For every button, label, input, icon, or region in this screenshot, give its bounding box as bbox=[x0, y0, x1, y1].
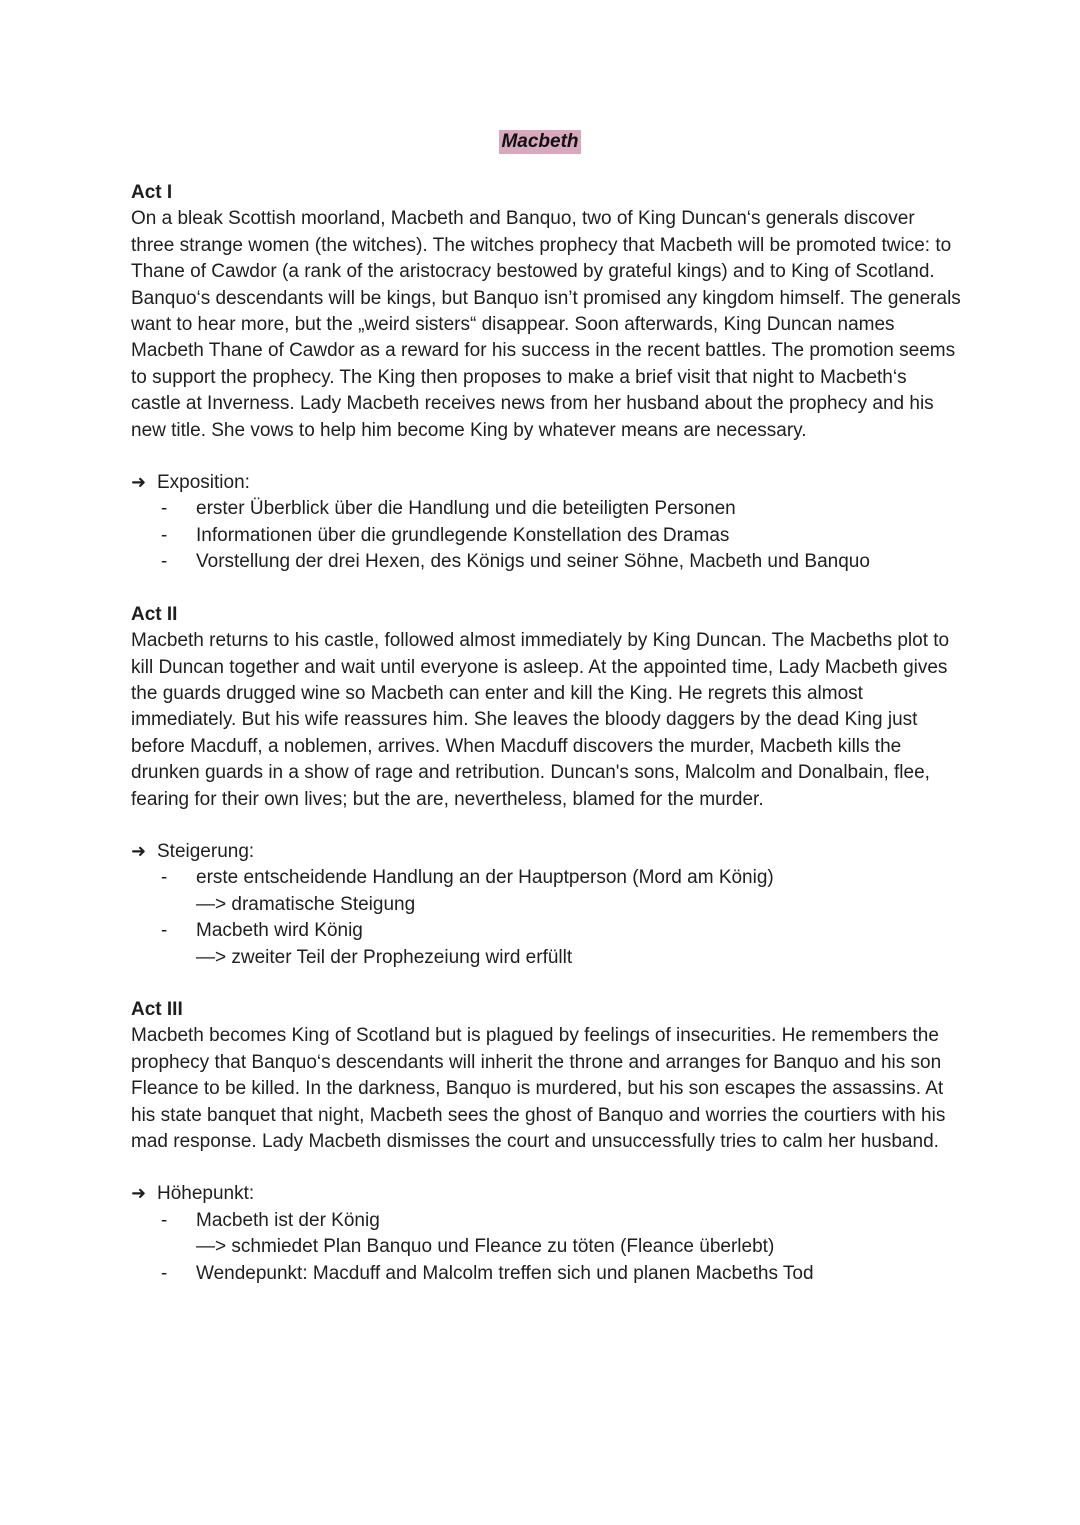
stage-points bbox=[131, 865, 961, 971]
act-heading: Act III bbox=[131, 998, 183, 1020]
dash-bullet: - bbox=[161, 1262, 168, 1284]
arrow-right-icon: ➜ bbox=[131, 1183, 147, 1205]
stage-points bbox=[131, 496, 961, 575]
point-text: Vorstellung der drei Hexen, des Königs und seiner Söhne, Macbeth und Banquo bbox=[196, 551, 870, 573]
stage-label-line bbox=[131, 839, 961, 865]
stage-label: Steigerung: bbox=[157, 840, 255, 862]
act-heading: Act I bbox=[131, 182, 173, 203]
list-item bbox=[131, 523, 961, 549]
dash-bullet: - bbox=[161, 867, 168, 889]
dash-bullet: - bbox=[161, 498, 168, 520]
stage-points bbox=[131, 1208, 961, 1287]
point-subtext: —> zweiter Teil der Prophezeiung wird erfüllt bbox=[196, 946, 573, 968]
stage-label-line bbox=[131, 1181, 961, 1207]
point-text: erster Überblick über die Handlung und die beteiligten Personen bbox=[196, 498, 736, 520]
dash-bullet: - bbox=[161, 920, 168, 942]
list-item bbox=[131, 918, 961, 971]
dash-bullet: - bbox=[161, 524, 168, 546]
point-text: Wendepunkt: Macduff and Malcolm treffen sich und planen Macbeths Tod bbox=[196, 1262, 814, 1284]
page-title: Macbeth bbox=[501, 131, 579, 152]
document-body bbox=[131, 180, 961, 1287]
act-summary: Macbeth becomes King of Scotland but is plagued by feelings of insecurities. He remembers the prophecy that Banquo‘s descendants will inherit the throne and arranges for Banquo and his son Fleance to be killed. In the darkness, Banquo is murdered, but his son escapes the assassins. At his state banquet that night, Macbeth sees the ghost of Banquo and worries the courtiers with his mad response. Lady Macbeth dismisses the court and unsuccessfully tries to calm her husband. bbox=[131, 1025, 946, 1152]
point-text: Macbeth wird König bbox=[196, 920, 363, 942]
dash-bullet: - bbox=[161, 1209, 168, 1231]
stage-label: Höhepunkt: bbox=[157, 1183, 255, 1205]
list-item bbox=[131, 1261, 961, 1287]
act-section-2 bbox=[131, 602, 961, 971]
list-item bbox=[131, 865, 961, 918]
point-subtext: —> dramatische Steigung bbox=[196, 893, 416, 915]
act-heading: Act II bbox=[131, 603, 178, 625]
point-text: Informationen über die grundlegende Konstellation des Dramas bbox=[196, 524, 730, 546]
point-text: Macbeth ist der König bbox=[196, 1209, 380, 1231]
list-item bbox=[131, 1208, 961, 1261]
act-section-1 bbox=[131, 180, 961, 576]
arrow-right-icon: ➜ bbox=[131, 472, 147, 494]
list-item bbox=[131, 496, 961, 522]
act-summary: On a bleak Scottish moorland, Macbeth and Banquo, two of King Duncan‘s generals discover three strange women (the witches). The witches prophecy that Macbeth will be promoted twice: to Thane of Cawdor (a rank of the aristocracy bestowed by grateful kings) and to King of Scotland. Banquo‘s descendants will be kings, but Banquo isn’t promised any kingdom himself. The generals want to hear more, but the „weird sisters“ disappear. Soon afterwards, King Duncan names Macbeth Thane of Cawdor as a reward for his success in the recent battles. The promotion seems to support the prophecy. The King then proposes to make a brief visit that night to Macbeth‘s castle at Inverness. Lady Macbeth receives news from her husband about the prophecy and his new title. She vows to help him become King by whatever means are necessary. bbox=[131, 208, 961, 441]
act-summary: Macbeth returns to his castle, followed almost immediately by King Duncan. The Macbeths plot to kill Duncan together and wait until everyone is asleep. At the appointed time, Lady Macbeth gives the guards drugged wine so Macbeth can enter and kill the King. He regrets this almost immediately. But his wife reassures him. She leaves the bloody daggers by the dead King just before Macduff, a noblemen, arrives. When Macduff discovers the murder, Macbeth kills the drunken guards in a show of rage and retribution. Duncan's sons, Malcolm and Donalbain, flee, fearing for their own lives; but the are, nevertheless, blamed for the murder. bbox=[131, 630, 950, 810]
dash-bullet: - bbox=[161, 551, 168, 573]
stage-label: Exposition: bbox=[157, 472, 250, 494]
point-subtext: —> schmiedet Plan Banquo und Fleance zu töten (Fleance überlebt) bbox=[196, 1236, 775, 1258]
point-text: erste entscheidende Handlung an der Hauptperson (Mord am König) bbox=[196, 867, 774, 889]
list-item bbox=[131, 549, 961, 575]
stage-label-line bbox=[131, 470, 961, 496]
arrow-right-icon: ➜ bbox=[131, 840, 147, 862]
act-section-3 bbox=[131, 997, 961, 1287]
